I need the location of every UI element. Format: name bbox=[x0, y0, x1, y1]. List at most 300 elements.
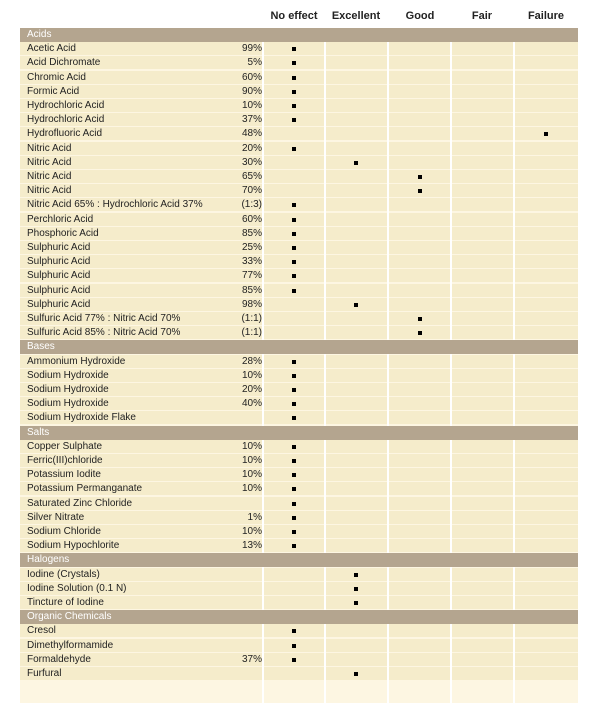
table-cell bbox=[389, 284, 450, 297]
table-row bbox=[20, 269, 578, 283]
concentration: 85% bbox=[241, 227, 262, 239]
table-row bbox=[20, 639, 578, 653]
table-cell bbox=[389, 85, 450, 98]
table-cell bbox=[515, 56, 578, 69]
table-cell bbox=[326, 468, 387, 481]
table-cell bbox=[326, 653, 387, 666]
table-cell bbox=[452, 142, 513, 155]
table-cell bbox=[452, 568, 513, 581]
rating-mark-failure bbox=[544, 132, 548, 136]
table-row bbox=[20, 170, 578, 184]
chemical-name: Nitric Acid bbox=[27, 185, 72, 197]
column-header: Good bbox=[405, 10, 435, 22]
chemical-name: Iodine Solution (0.1 N) bbox=[27, 582, 127, 594]
table-cell bbox=[326, 113, 387, 126]
table-row bbox=[20, 582, 578, 596]
table-row bbox=[20, 227, 578, 241]
rating-mark-no-effect bbox=[292, 260, 296, 264]
table-row bbox=[20, 568, 578, 582]
concentration: 5% bbox=[247, 57, 262, 69]
section-header bbox=[20, 610, 578, 624]
table-cell bbox=[452, 241, 513, 254]
concentration: 1% bbox=[247, 511, 262, 523]
concentration: (1:3) bbox=[241, 199, 262, 211]
section-title: Bases bbox=[27, 341, 55, 353]
rating-mark-no-effect bbox=[292, 147, 296, 151]
table-cell bbox=[452, 56, 513, 69]
chemical-name: Tincture of Iodine bbox=[27, 597, 104, 608]
chemical-name: Nitric Acid bbox=[27, 171, 72, 182]
table-cell bbox=[389, 582, 450, 595]
chemical-name: Potassium Permanganate bbox=[27, 483, 143, 495]
table-cell bbox=[515, 184, 578, 197]
table-cell bbox=[389, 468, 450, 481]
table-cell bbox=[389, 156, 450, 169]
table-cell bbox=[515, 653, 578, 666]
table-cell bbox=[515, 227, 578, 240]
concentration: 13% bbox=[241, 540, 262, 552]
table-cell bbox=[326, 227, 387, 240]
table-cell bbox=[452, 440, 513, 453]
table-row bbox=[20, 511, 578, 525]
section-title: Halogens bbox=[27, 554, 70, 566]
table-cell bbox=[515, 497, 578, 510]
chemical-name: Sulphuric Acid bbox=[27, 284, 91, 296]
table-row bbox=[20, 624, 578, 638]
concentration: 65% bbox=[241, 171, 262, 182]
rating-mark-no-effect bbox=[292, 203, 296, 207]
table-cell bbox=[389, 440, 450, 453]
table-cell bbox=[264, 298, 324, 311]
table-cell bbox=[264, 312, 324, 325]
table-cell bbox=[452, 99, 513, 112]
chemical-name: Sulphuric Acid bbox=[27, 270, 91, 282]
table-cell bbox=[326, 369, 387, 382]
table-cell bbox=[452, 667, 513, 680]
concentration: 10% bbox=[241, 455, 262, 466]
table-cell bbox=[452, 326, 513, 339]
concentration: 77% bbox=[241, 270, 262, 282]
table-cell bbox=[515, 539, 578, 552]
rating-mark-no-effect bbox=[292, 104, 296, 108]
chemical-name: Chromic Acid bbox=[27, 71, 86, 83]
table-cell bbox=[515, 440, 578, 453]
column-header: No effect bbox=[270, 10, 318, 22]
table-row bbox=[20, 312, 578, 326]
table-cell bbox=[326, 397, 387, 410]
table-row bbox=[20, 667, 578, 681]
table-cell bbox=[515, 639, 578, 652]
chemical-name: Hydrofluoric Acid bbox=[27, 128, 103, 140]
table-cell bbox=[452, 582, 513, 595]
table-row bbox=[20, 198, 578, 212]
column-header: Failure bbox=[527, 10, 565, 22]
concentration: 98% bbox=[241, 298, 262, 310]
table-cell bbox=[326, 284, 387, 297]
table-cell bbox=[515, 369, 578, 382]
rating-mark-excellent bbox=[354, 161, 358, 165]
chemical-name: Sodium Hydroxide bbox=[27, 398, 109, 410]
chemical-name: Furfural bbox=[27, 668, 62, 679]
table-cell bbox=[452, 454, 513, 467]
table-cell bbox=[326, 71, 387, 84]
concentration: 37% bbox=[241, 653, 262, 665]
table-row bbox=[20, 482, 578, 496]
table-cell bbox=[452, 482, 513, 495]
table-cell bbox=[515, 298, 578, 311]
table-cell bbox=[326, 269, 387, 282]
table-cell bbox=[326, 56, 387, 69]
table-row bbox=[20, 653, 578, 667]
table-cell bbox=[515, 255, 578, 268]
table-cell bbox=[515, 42, 578, 55]
table-cell bbox=[326, 454, 387, 467]
table-cell bbox=[452, 312, 513, 325]
chemical-name: Ferric(III)chloride bbox=[27, 455, 103, 466]
table-cell bbox=[515, 113, 578, 126]
chemical-name: Perchloric Acid bbox=[27, 213, 94, 225]
table-cell bbox=[452, 213, 513, 226]
rating-mark-no-effect bbox=[292, 487, 296, 491]
table-cell bbox=[264, 596, 324, 609]
table-cell bbox=[389, 482, 450, 495]
rating-mark-no-effect bbox=[292, 246, 296, 250]
table-cell bbox=[452, 539, 513, 552]
concentration: 10% bbox=[241, 469, 262, 481]
table-cell bbox=[515, 312, 578, 325]
concentration: 25% bbox=[241, 242, 262, 253]
table-cell bbox=[326, 539, 387, 552]
table-row bbox=[20, 411, 578, 425]
table-cell bbox=[389, 653, 450, 666]
column-header: Fair bbox=[471, 10, 493, 22]
table-row bbox=[20, 397, 578, 411]
table-cell bbox=[326, 312, 387, 325]
rating-mark-excellent bbox=[354, 303, 358, 307]
rating-mark-no-effect bbox=[292, 289, 296, 293]
table-row bbox=[20, 596, 578, 610]
rating-mark-no-effect bbox=[292, 459, 296, 463]
table-row bbox=[20, 241, 578, 255]
chemical-name: Silver Nitrate bbox=[27, 511, 85, 523]
table-cell bbox=[326, 639, 387, 652]
chemical-name: Formaldehyde bbox=[27, 653, 91, 665]
chemical-name: Acid Dichromate bbox=[27, 57, 101, 69]
chemical-name: Sodium Hydroxide bbox=[27, 384, 109, 395]
table-cell bbox=[452, 71, 513, 84]
rating-mark-good bbox=[418, 189, 422, 193]
table-cell bbox=[389, 525, 450, 538]
rating-mark-excellent bbox=[354, 672, 358, 676]
table-cell bbox=[389, 454, 450, 467]
table-row bbox=[20, 326, 578, 340]
table-cell bbox=[515, 454, 578, 467]
table-row bbox=[20, 383, 578, 397]
rating-mark-no-effect bbox=[292, 644, 296, 648]
table-cell bbox=[326, 511, 387, 524]
chemical-name: Potassium Iodite bbox=[27, 469, 101, 481]
concentration: 10% bbox=[241, 440, 262, 452]
table-cell bbox=[452, 468, 513, 481]
rating-mark-no-effect bbox=[292, 61, 296, 65]
table-cell bbox=[389, 241, 450, 254]
rating-mark-no-effect bbox=[292, 416, 296, 420]
concentration: 20% bbox=[241, 384, 262, 395]
table-cell bbox=[515, 482, 578, 495]
rating-mark-no-effect bbox=[292, 218, 296, 222]
table-row bbox=[20, 113, 578, 127]
table-cell bbox=[264, 582, 324, 595]
table-cell bbox=[452, 596, 513, 609]
table-row bbox=[20, 539, 578, 553]
table-row bbox=[20, 454, 578, 468]
table-row bbox=[20, 369, 578, 383]
table-cell bbox=[452, 397, 513, 410]
chemical-name: Sulphuric Acid bbox=[27, 298, 91, 310]
table-cell bbox=[515, 85, 578, 98]
table-cell bbox=[452, 113, 513, 126]
table-cell bbox=[389, 269, 450, 282]
table-cell bbox=[389, 497, 450, 510]
table-cell bbox=[452, 383, 513, 396]
chemical-name: Nitric Acid 65% : Hydrochloric Acid 37% bbox=[27, 199, 203, 211]
table-cell bbox=[389, 113, 450, 126]
table-row bbox=[20, 184, 578, 198]
concentration: (1:1) bbox=[241, 313, 262, 324]
table-row bbox=[20, 42, 578, 56]
concentration: 37% bbox=[241, 114, 262, 126]
table-cell bbox=[326, 42, 387, 55]
rating-mark-no-effect bbox=[292, 76, 296, 80]
table-cell bbox=[515, 99, 578, 112]
table-cell bbox=[264, 568, 324, 581]
table-row bbox=[20, 497, 578, 511]
table-cell bbox=[389, 411, 450, 424]
table-cell bbox=[452, 511, 513, 524]
table-cell bbox=[326, 142, 387, 155]
table-cell bbox=[452, 639, 513, 652]
table-cell bbox=[515, 624, 578, 637]
table-cell bbox=[452, 255, 513, 268]
table-cell bbox=[326, 170, 387, 183]
rating-mark-no-effect bbox=[292, 388, 296, 392]
table-cell bbox=[515, 596, 578, 609]
table-cell bbox=[264, 184, 324, 197]
table-cell bbox=[389, 596, 450, 609]
concentration: (1:1) bbox=[241, 327, 262, 339]
table-cell bbox=[389, 539, 450, 552]
table-cell bbox=[264, 156, 324, 169]
table-cell bbox=[515, 326, 578, 339]
table-cell bbox=[515, 411, 578, 424]
table-cell bbox=[452, 184, 513, 197]
concentration: 28% bbox=[241, 355, 262, 367]
table-cell bbox=[515, 511, 578, 524]
table-cell bbox=[389, 56, 450, 69]
table-cell bbox=[326, 198, 387, 211]
section-title: Organic Chemicals bbox=[27, 611, 112, 623]
table-cell bbox=[20, 624, 262, 637]
table-cell bbox=[389, 383, 450, 396]
concentration: 20% bbox=[241, 142, 262, 154]
table-cell bbox=[389, 511, 450, 524]
concentration: 30% bbox=[241, 156, 262, 168]
rating-mark-no-effect bbox=[292, 502, 296, 506]
table-cell bbox=[326, 213, 387, 226]
chemical-name: Sodium Hydroxide Flake bbox=[27, 412, 136, 424]
chemical-name: Ammonium Hydroxide bbox=[27, 355, 126, 367]
concentration: 99% bbox=[241, 43, 262, 55]
concentration: 33% bbox=[241, 256, 262, 268]
table-cell bbox=[389, 127, 450, 140]
section-title: Acids bbox=[27, 29, 52, 40]
concentration: 60% bbox=[241, 71, 262, 83]
table-cell bbox=[515, 142, 578, 155]
table-cell bbox=[389, 355, 450, 368]
table-cell bbox=[452, 355, 513, 368]
table-row bbox=[20, 213, 578, 227]
table-cell bbox=[452, 42, 513, 55]
table-cell bbox=[389, 397, 450, 410]
rating-mark-excellent bbox=[354, 587, 358, 591]
section-title: Salts bbox=[27, 426, 50, 438]
table-cell bbox=[326, 497, 387, 510]
rating-mark-no-effect bbox=[292, 516, 296, 520]
table-cell bbox=[389, 142, 450, 155]
chemical-name: Saturated Zinc Chloride bbox=[27, 497, 133, 509]
concentration: 60% bbox=[241, 213, 262, 225]
table-cell bbox=[452, 298, 513, 311]
table-row bbox=[20, 525, 578, 539]
table-cell bbox=[452, 198, 513, 211]
chemical-name: Nitric Acid bbox=[27, 142, 72, 154]
section-header bbox=[20, 553, 578, 567]
table-cell bbox=[389, 99, 450, 112]
table-row bbox=[20, 284, 578, 298]
chemical-name: Sulfuric Acid 77% : Nitric Acid 70% bbox=[27, 313, 181, 324]
chemical-name: Acetic Acid bbox=[27, 43, 76, 55]
chemical-name: Iodine (Crystals) bbox=[27, 568, 100, 580]
concentration: 48% bbox=[241, 128, 262, 140]
table-cell bbox=[389, 624, 450, 637]
table-cell bbox=[264, 127, 324, 140]
section-header bbox=[20, 340, 578, 354]
table-cell bbox=[515, 198, 578, 211]
chemical-name: Dimethylformamide bbox=[27, 639, 114, 651]
table-cell bbox=[326, 525, 387, 538]
rating-mark-no-effect bbox=[292, 232, 296, 236]
rating-mark-good bbox=[418, 331, 422, 335]
table-cell bbox=[515, 156, 578, 169]
table-cell bbox=[452, 369, 513, 382]
table-cell bbox=[515, 568, 578, 581]
chemical-name: Copper Sulphate bbox=[27, 440, 103, 452]
table-cell bbox=[389, 198, 450, 211]
table-cell bbox=[452, 269, 513, 282]
table-cell bbox=[326, 255, 387, 268]
rating-mark-no-effect bbox=[292, 473, 296, 477]
table-cell bbox=[389, 71, 450, 84]
table-cell bbox=[264, 326, 324, 339]
rating-mark-good bbox=[418, 317, 422, 321]
concentration: 10% bbox=[241, 100, 262, 111]
rating-mark-no-effect bbox=[292, 374, 296, 378]
rating-mark-no-effect bbox=[292, 360, 296, 364]
table-cell bbox=[515, 170, 578, 183]
table-row bbox=[20, 85, 578, 99]
table-cell bbox=[452, 85, 513, 98]
table-cell bbox=[326, 482, 387, 495]
table-cell bbox=[326, 440, 387, 453]
chemical-name: Sulphuric Acid bbox=[27, 256, 91, 268]
table-cell bbox=[452, 624, 513, 637]
table-cell bbox=[326, 85, 387, 98]
rating-mark-no-effect bbox=[292, 274, 296, 278]
table-cell bbox=[515, 397, 578, 410]
table-cell bbox=[515, 383, 578, 396]
concentration: 10% bbox=[241, 369, 262, 381]
rating-mark-excellent bbox=[354, 601, 358, 605]
table-row bbox=[20, 468, 578, 482]
rating-mark-no-effect bbox=[292, 445, 296, 449]
table-cell bbox=[326, 326, 387, 339]
table-cell bbox=[389, 42, 450, 55]
rating-mark-good bbox=[418, 175, 422, 179]
table-cell bbox=[452, 227, 513, 240]
rating-mark-no-effect bbox=[292, 544, 296, 548]
table-cell bbox=[452, 411, 513, 424]
section-header bbox=[20, 426, 578, 440]
table-cell bbox=[515, 667, 578, 680]
table-cell bbox=[515, 71, 578, 84]
table-cell bbox=[389, 639, 450, 652]
table-cell bbox=[452, 156, 513, 169]
concentration: 70% bbox=[241, 185, 262, 197]
table-row bbox=[20, 56, 578, 70]
rating-mark-no-effect bbox=[292, 118, 296, 122]
chemical-name: Sulphuric Acid bbox=[27, 242, 91, 253]
chemical-name: Sodium Hydroxide bbox=[27, 369, 109, 381]
table-row bbox=[20, 99, 578, 113]
table-cell bbox=[326, 127, 387, 140]
concentration: 40% bbox=[241, 398, 262, 410]
table-cell bbox=[515, 468, 578, 481]
chemical-name: Formic Acid bbox=[27, 85, 80, 97]
table-cell bbox=[326, 355, 387, 368]
chemical-name: Hydrochloric Acid bbox=[27, 100, 105, 111]
table-cell bbox=[389, 667, 450, 680]
chemical-name: Phosphoric Acid bbox=[27, 227, 99, 239]
table-cell bbox=[326, 411, 387, 424]
table-row bbox=[20, 298, 578, 312]
table-cell bbox=[452, 653, 513, 666]
chemical-name: Sulfuric Acid 85% : Nitric Acid 70% bbox=[27, 327, 181, 339]
chemical-name: Sodium Hypochlorite bbox=[27, 540, 120, 552]
table-row bbox=[20, 255, 578, 269]
table-cell bbox=[389, 568, 450, 581]
table-cell bbox=[389, 255, 450, 268]
column-header: Excellent bbox=[331, 10, 381, 22]
rating-mark-no-effect bbox=[292, 530, 296, 534]
table-cell bbox=[452, 127, 513, 140]
table-cell bbox=[326, 99, 387, 112]
table-cell bbox=[326, 184, 387, 197]
table-row bbox=[20, 440, 578, 454]
table-cell bbox=[515, 582, 578, 595]
table-cell bbox=[452, 284, 513, 297]
table-cell bbox=[515, 355, 578, 368]
concentration: 10% bbox=[241, 526, 262, 537]
